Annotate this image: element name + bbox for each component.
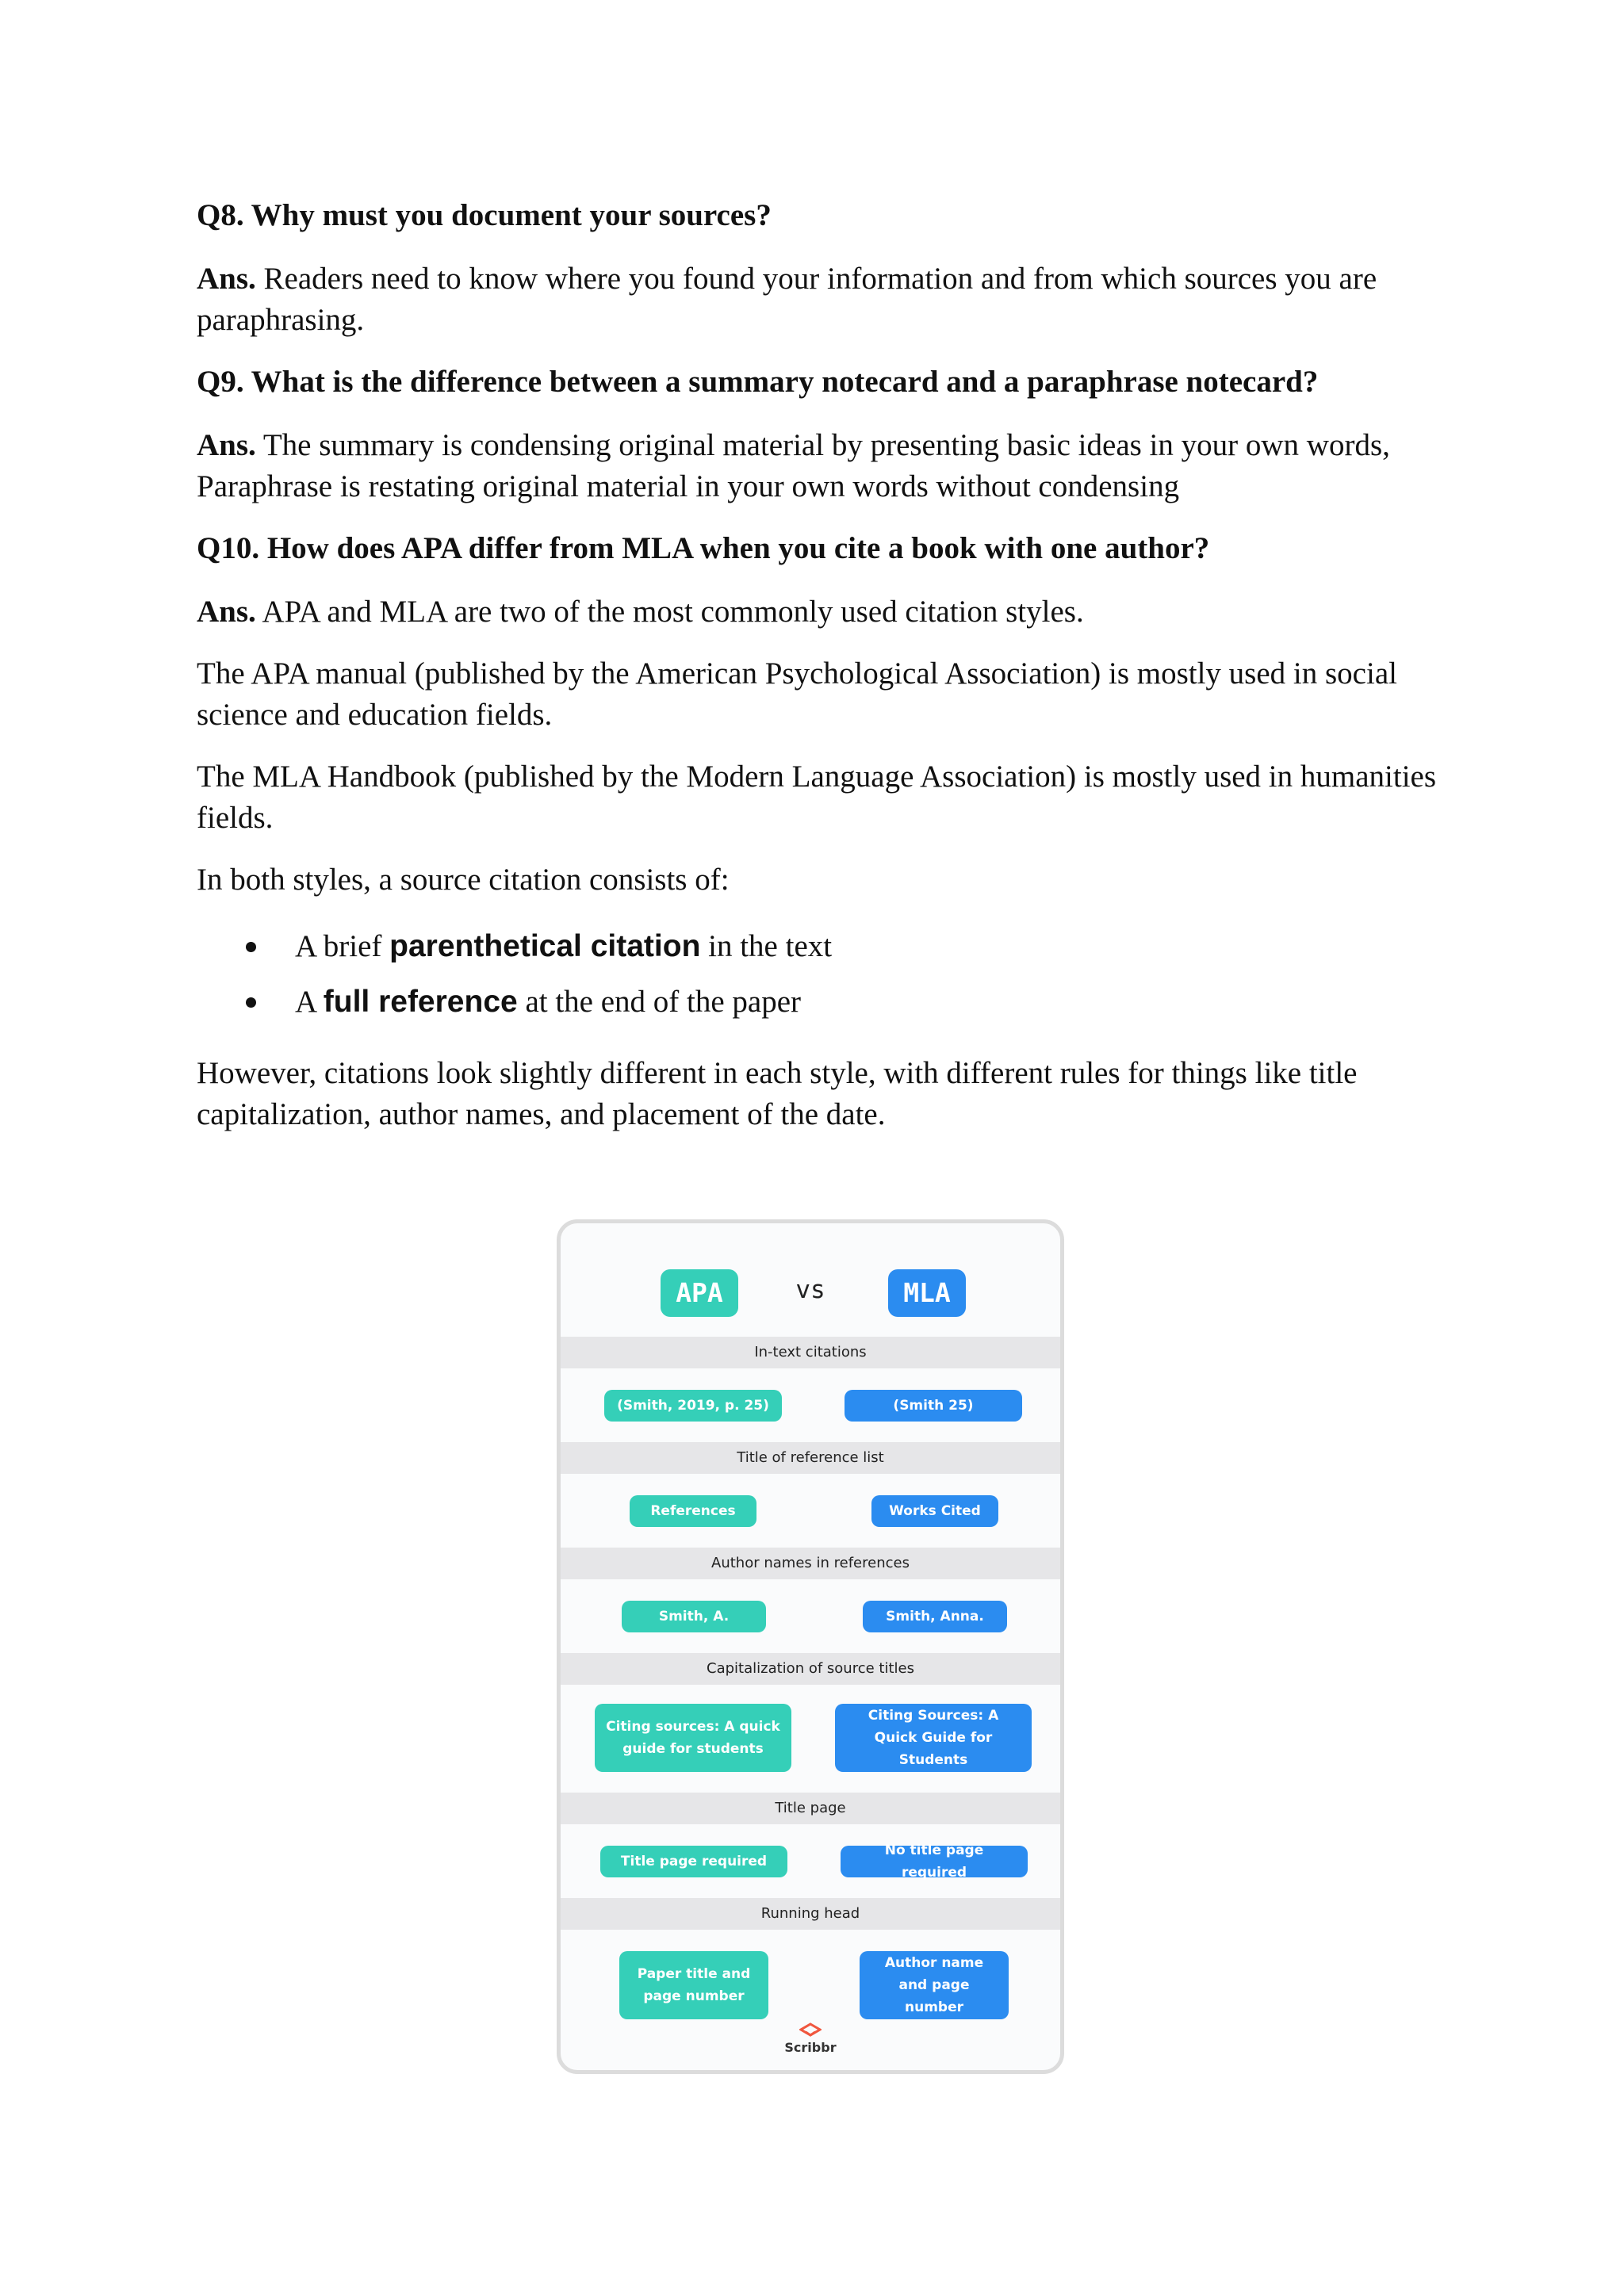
mla-reference-list-title: Works Cited: [871, 1495, 998, 1527]
mla-title-capitalization: Citing Sources: A Quick Guide for Students: [835, 1704, 1032, 1772]
answer-q10: [197, 591, 1442, 633]
emphasis-term: full reference: [323, 985, 518, 1019]
question-q10: Q10. How does APA differ from MLA when you cite a book with one author?: [197, 531, 1210, 565]
apa-title-capitalization: Citing sources: A quick guide for students: [595, 1704, 791, 1772]
list-item: A brief parenthetical citation in the text: [197, 926, 832, 982]
row-label-title-page: Title page: [561, 1793, 1060, 1824]
apa-header-badge: APA: [661, 1269, 738, 1317]
apa-vs-mla-infographic: [557, 1219, 1064, 2074]
citation-parts-list: [197, 926, 832, 1037]
answer-q8: [197, 258, 1442, 341]
apa-title-page: Title page required: [600, 1846, 787, 1877]
row-label-title-capitalization: Capitalization of source titles: [561, 1653, 1060, 1685]
list-item: A full reference at the end of the paper: [197, 982, 832, 1037]
answer-text: The summary is condensing original material by presenting basic ideas in your own words, Paraphrase is restating original material in your own words without condensing: [197, 428, 1390, 503]
mla-paragraph: The MLA Handbook (published by the Modern Language Association) is mostly used in humanities fields.: [197, 760, 1437, 835]
apa-in-text-citation: (Smith, 2019, p. 25): [604, 1390, 782, 1422]
mla-header-badge: MLA: [888, 1269, 966, 1317]
row-label-running-head: Running head: [561, 1898, 1060, 1930]
question-q8: Q8. Why must you document your sources?: [197, 198, 772, 232]
apa-author-name: Smith, A.: [622, 1601, 766, 1632]
apa-running-head: Paper title and page number: [619, 1951, 768, 2019]
scribbr-logo: [561, 2022, 1060, 2055]
mla-title-page: No title page required: [841, 1846, 1028, 1877]
ans-label: Ans.: [197, 262, 256, 296]
however-paragraph: However, citations look slightly different in each style, with different rules for things like title capitalization, author names, and placement of the date.: [197, 1056, 1358, 1131]
row-label-in-text-citations: In-text citations: [561, 1337, 1060, 1368]
emphasis-term: parenthetical citation: [389, 929, 701, 963]
answer-q9: [197, 425, 1442, 507]
row-label-reference-list-title: Title of reference list: [561, 1442, 1060, 1474]
vs-label: vs: [795, 1276, 825, 1304]
bullet-icon: [246, 997, 256, 1008]
question-q9: Q9. What is the difference between a summary notecard and a paraphrase notecard?: [197, 365, 1319, 399]
bullet-icon: [246, 942, 256, 952]
ans-label: Ans.: [197, 428, 256, 462]
apa-reference-list-title: References: [630, 1495, 756, 1527]
mla-running-head: Author name and page number: [860, 1951, 1009, 2019]
answer-text: Readers need to know where you found your information and from which sources you are paraphrasing.: [197, 262, 1377, 337]
scribbr-logo-text: Scribbr: [784, 2040, 837, 2055]
scribbr-logo-icon: [799, 2022, 822, 2038]
mla-author-name: Smith, Anna.: [863, 1601, 1007, 1632]
ans-label: Ans.: [197, 595, 256, 629]
both-styles-intro: In both styles, a source citation consists of:: [197, 863, 730, 897]
mla-in-text-citation: (Smith 25): [845, 1390, 1022, 1422]
apa-paragraph: The APA manual (published by the American Psychological Association) is mostly used in social science and education fields.: [197, 656, 1397, 732]
row-label-author-names: Author names in references: [561, 1548, 1060, 1579]
answer-text: APA and MLA are two of the most commonly used citation styles.: [255, 595, 1084, 629]
